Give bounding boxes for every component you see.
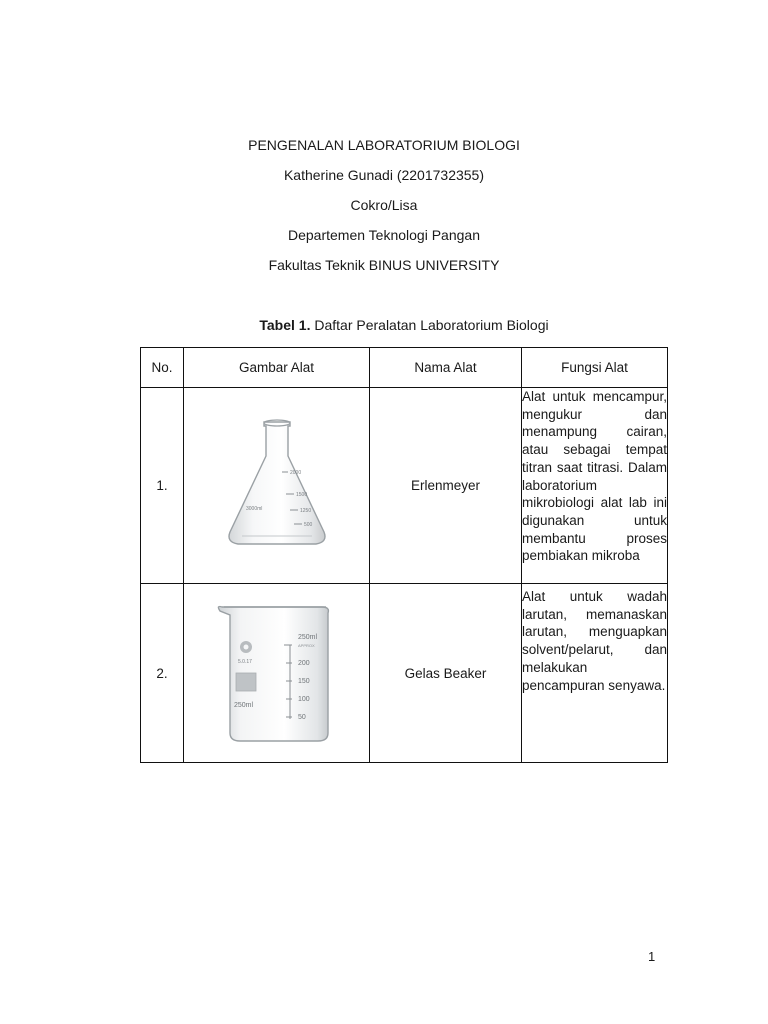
page-number: 1: [648, 949, 656, 964]
beaker-mark-50: 50: [297, 713, 306, 721]
row-tool-function: [522, 584, 668, 763]
row-image-cell: [184, 584, 370, 763]
header-function: Fungsi Alat: [522, 348, 668, 388]
table-caption-text: Daftar Peralatan Laboratorium Biologi: [310, 317, 549, 333]
author-line: Katherine Gunadi (2201732355): [283, 167, 485, 183]
beaker-mark-100: 100: [297, 695, 310, 703]
row-tool-name: Erlenmeyer: [370, 388, 522, 584]
header-name: Nama Alat: [370, 348, 522, 388]
row-function-text: Alat untuk mencampur, mengukur dan menampung cairan, atau sebagai tempat titran saat titrasi. Dalam laboratorium mikrobiologi alat lab ini digunakan untuk membantu proses pembiakan mikroba: [522, 389, 667, 564]
beaker-mark-150: 150: [297, 677, 310, 685]
row-tool-name: Gelas Beaker: [370, 584, 522, 763]
flask-mark-1250: 1250: [299, 508, 311, 514]
row-image-cell: [184, 388, 370, 584]
beaker-approx-label: APPROX: [297, 642, 315, 648]
flask-volume-label: 3000ml: [245, 506, 262, 512]
flask-mark-2000: 2000: [289, 470, 301, 476]
department-line: Departemen Teknologi Pangan: [288, 227, 480, 243]
header-no: No.: [141, 348, 184, 388]
beaker-icon: [212, 597, 342, 747]
row-number: 1.: [141, 388, 184, 584]
header-image: Gambar Alat: [184, 348, 370, 388]
row-tool-function: [522, 388, 668, 584]
assistants-line: Cokro/Lisa: [350, 197, 418, 213]
faculty-line: Fakultas Teknik BINUS UNIVERSITY: [268, 257, 500, 273]
beaker-mark-200: 200: [297, 659, 310, 667]
erlenmeyer-flask-icon: [202, 414, 352, 554]
beaker-logo-icon: [240, 641, 252, 653]
table-header-row: [141, 348, 668, 388]
document-title: PENGENALAN LABORATORIUM BIOLOGI: [248, 137, 520, 153]
table-row: [141, 584, 668, 763]
beaker-brand-label: 5.0.17: [237, 658, 252, 665]
flask-mark-1500: 1500: [295, 492, 307, 498]
flask-mark-500: 500: [303, 522, 312, 528]
equipment-table: [140, 347, 668, 763]
beaker-mark-250: 250ml: [297, 633, 317, 641]
beaker-label-patch: [236, 673, 256, 691]
beaker-volume-label: 250ml: [233, 701, 253, 709]
table-caption-label: Tabel 1.: [259, 317, 311, 333]
table-caption: [0, 317, 768, 333]
table-row: [141, 388, 668, 584]
row-function-text: Alat untuk wadah larutan, memanaskan larutan, menguapkan solvent/pelarut, dan melakukan pencampuran senyawa.: [522, 589, 667, 693]
row-number: 2.: [141, 584, 184, 763]
